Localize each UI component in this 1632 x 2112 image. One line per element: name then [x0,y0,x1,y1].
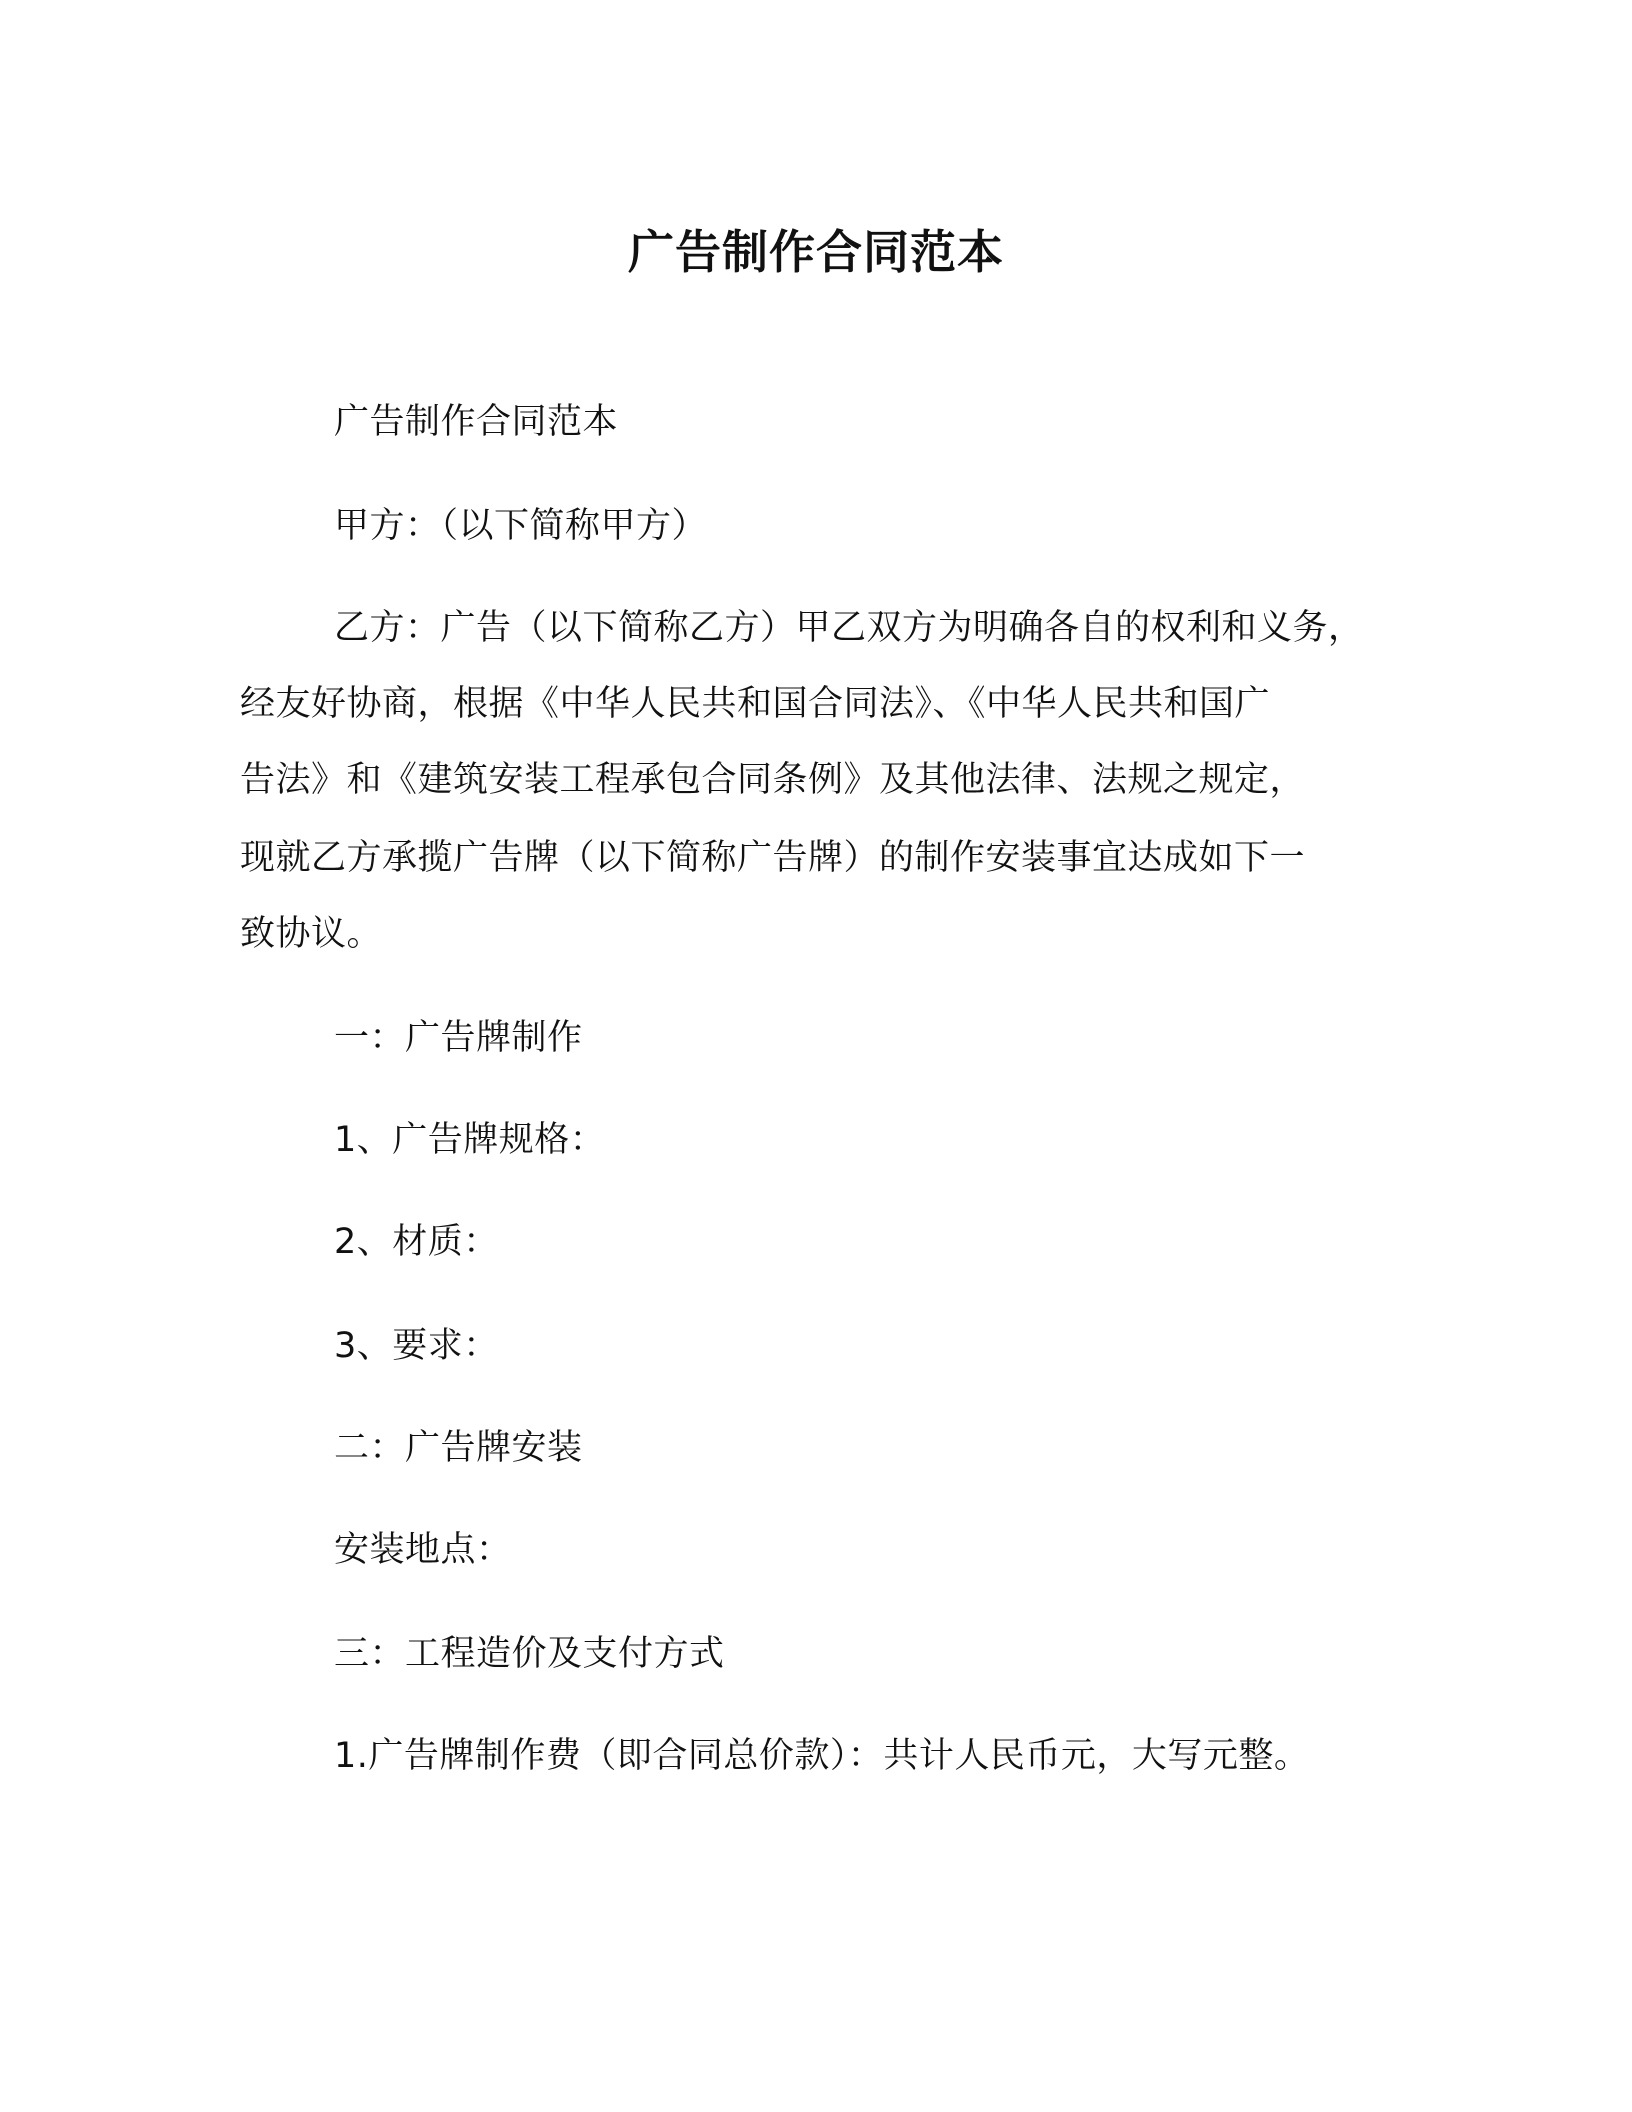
paragraph-line: 致协议。 [240,914,383,954]
party-b-line: 乙方：广告（以下简称乙方）甲乙双方为明确各自的权利和义务， [334,608,1364,648]
paragraph-line: 经友好协商，根据《中华人民共和国合同法》、《中华人民共和国广 [240,684,1271,724]
list-item: 1.广告牌制作费（即合同总价款）：共计人民币元，大写元整。 [334,1736,1310,1776]
party-a-line: 甲方：（以下简称甲方） [334,506,708,546]
section-heading-3: 三：工程造价及支付方式 [334,1634,725,1674]
paragraph-line: 告法》和《建筑安装工程承包合同条例》及其他法律、法规之规定， [240,760,1306,800]
list-item: 1、广告牌规格： [334,1120,606,1160]
document-title: 广告制作合同范本 [628,225,1004,279]
section-heading-2: 二：广告牌安装 [334,1428,583,1468]
list-item: 2、材质： [334,1222,499,1262]
list-item: 3、要求： [334,1326,499,1366]
list-item: 安装地点： [334,1530,512,1570]
section-heading-1: 一：广告牌制作 [334,1018,583,1058]
subtitle-line: 广告制作合同范本 [334,402,619,442]
paragraph-line: 现就乙方承揽广告牌（以下简称广告牌）的制作安装事宜达成如下一 [240,838,1306,878]
